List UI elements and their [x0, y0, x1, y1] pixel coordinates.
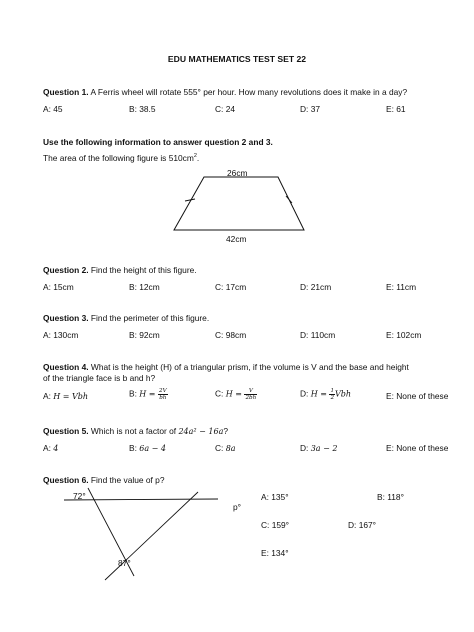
- q2-option-d: D: 21cm: [300, 282, 332, 292]
- question-4-label: Question 4.: [43, 362, 89, 372]
- q5-option-d-math: 3a − 2: [310, 444, 338, 453]
- q5-option-a-math: 4: [53, 444, 59, 453]
- trapezoid-figure: [165, 172, 315, 234]
- q1-option-c: C: 24: [215, 104, 236, 114]
- q4-option-c-denominator: 2bh: [245, 395, 257, 401]
- page-title: EDU MATHEMATICS TEST SET 22: [167, 54, 307, 64]
- question-4: [43, 362, 409, 372]
- question-3-label: Question 3.: [43, 313, 89, 323]
- q3-option-a: A: 130cm: [43, 330, 79, 340]
- info-heading: Use the following information to answer question 2 and 3.: [43, 137, 273, 147]
- question-1: [43, 87, 407, 97]
- q4-option-a-math: H = Vbh: [53, 392, 89, 401]
- q4-option-a: [43, 391, 88, 401]
- question-6-label: Question 6.: [43, 475, 89, 485]
- q4-option-d-numerator: 1: [330, 388, 335, 394]
- q5-option-a: [43, 443, 58, 453]
- tick-mark-left: [185, 199, 195, 201]
- question-1-label: Question 1.: [43, 87, 89, 97]
- q5-option-b-math: 6a − 4: [139, 444, 166, 453]
- q3-option-b: B: 92cm: [129, 330, 160, 340]
- q1-option-a: A: 45: [43, 104, 63, 114]
- q4-option-b-lhs: H =: [139, 389, 159, 399]
- trapezoid-bottom-label: 42cm: [226, 234, 247, 244]
- q3-option-d: D: 110cm: [300, 330, 336, 340]
- q3-option-e: E: 102cm: [386, 330, 422, 340]
- q3-option-c: C: 98cm: [215, 330, 247, 340]
- q5-option-d: [300, 443, 337, 453]
- q4-option-b-fraction: [158, 388, 168, 401]
- q6-option-b: B: 118°: [377, 492, 404, 502]
- q2-option-e: E: 11cm: [386, 282, 417, 292]
- question-3: [43, 313, 209, 323]
- area-end: .: [196, 153, 200, 163]
- trapezoid-shape: [174, 177, 304, 230]
- question-1-text: A Ferris wheel will rotate 555° per hour. How many revolutions does it make in a day?: [88, 87, 408, 97]
- q2-option-c: C: 17cm: [215, 282, 247, 292]
- question-4-text-line1: What is the height (H) of a triangular prism, if the volume is V and the base and height: [88, 362, 409, 372]
- question-5: [43, 426, 228, 436]
- q4-option-b-prefix: B:: [129, 388, 140, 399]
- q2-option-b: B: 12cm: [129, 282, 160, 292]
- q5-option-c: [215, 443, 236, 453]
- area-superscript: 2: [193, 153, 197, 160]
- q5-option-a-prefix: A:: [43, 443, 54, 453]
- q6-option-a: A: 135°: [261, 492, 289, 502]
- area-statement: [43, 153, 199, 163]
- angle-72-label: 72°: [73, 491, 86, 501]
- q5-option-c-math: 8a: [225, 444, 236, 453]
- question-4-text-line2: of the triangle face is b and h?: [43, 373, 156, 383]
- q4-option-b-numerator: 2V: [159, 388, 167, 394]
- q4-option-b: [129, 388, 168, 401]
- q4-option-c-lhs: H =: [225, 389, 245, 399]
- question-5-end: ?: [223, 426, 229, 436]
- q6-option-d: D: 167°: [348, 520, 377, 530]
- question-6-text: Find the value of p?: [88, 475, 165, 485]
- q4-option-e: E: None of these: [386, 391, 449, 401]
- trapezoid-top-label: 26cm: [227, 168, 248, 178]
- q5-option-d-prefix: D:: [300, 443, 311, 453]
- q5-option-c-prefix: C:: [215, 443, 226, 453]
- q5-option-e: E: None of these: [386, 443, 449, 453]
- question-5-expression: 24a² − 16a: [178, 427, 224, 436]
- q4-option-c: [215, 388, 257, 401]
- question-3-text: Find the perimeter of this figure.: [88, 313, 210, 323]
- question-2: [43, 265, 197, 275]
- q4-option-d-denominator: 2: [330, 395, 335, 401]
- horizontal-line: [64, 499, 218, 500]
- question-2-label: Question 2.: [43, 265, 89, 275]
- q4-option-a-prefix: A:: [43, 391, 54, 401]
- question-5-text: Which is not a factor of: [88, 426, 179, 436]
- q6-option-e: E: 134°: [261, 548, 289, 558]
- angle-87-label: 87°: [118, 558, 131, 568]
- q4-option-d-prefix: D:: [300, 388, 311, 399]
- question-2-text: Find the height of this figure.: [88, 265, 197, 275]
- question-5-label: Question 5.: [43, 426, 89, 436]
- q2-option-a: A: 15cm: [43, 282, 74, 292]
- q5-option-b-prefix: B:: [129, 443, 140, 453]
- q4-option-d-rhs: Vbh: [335, 389, 352, 399]
- q5-option-b: [129, 443, 166, 453]
- angle-p-label: p°: [233, 502, 242, 512]
- q1-option-d: D: 37: [300, 104, 321, 114]
- tick-mark-right: [286, 196, 292, 203]
- area-text: The area of the following figure is 510cm: [43, 153, 194, 163]
- q1-option-b: B: 38.5: [129, 104, 156, 114]
- q4-option-c-prefix: C:: [215, 388, 226, 399]
- q4-option-d: [300, 388, 351, 401]
- q1-option-e: E: 61: [386, 104, 406, 114]
- q4-option-d-lhs: H =: [310, 389, 330, 399]
- q4-option-b-denominator: bh: [159, 395, 167, 401]
- q4-option-c-fraction: [244, 388, 257, 401]
- q6-option-c: C: 159°: [261, 520, 290, 530]
- question-6: [43, 475, 165, 485]
- q4-option-c-numerator: V: [244, 388, 257, 395]
